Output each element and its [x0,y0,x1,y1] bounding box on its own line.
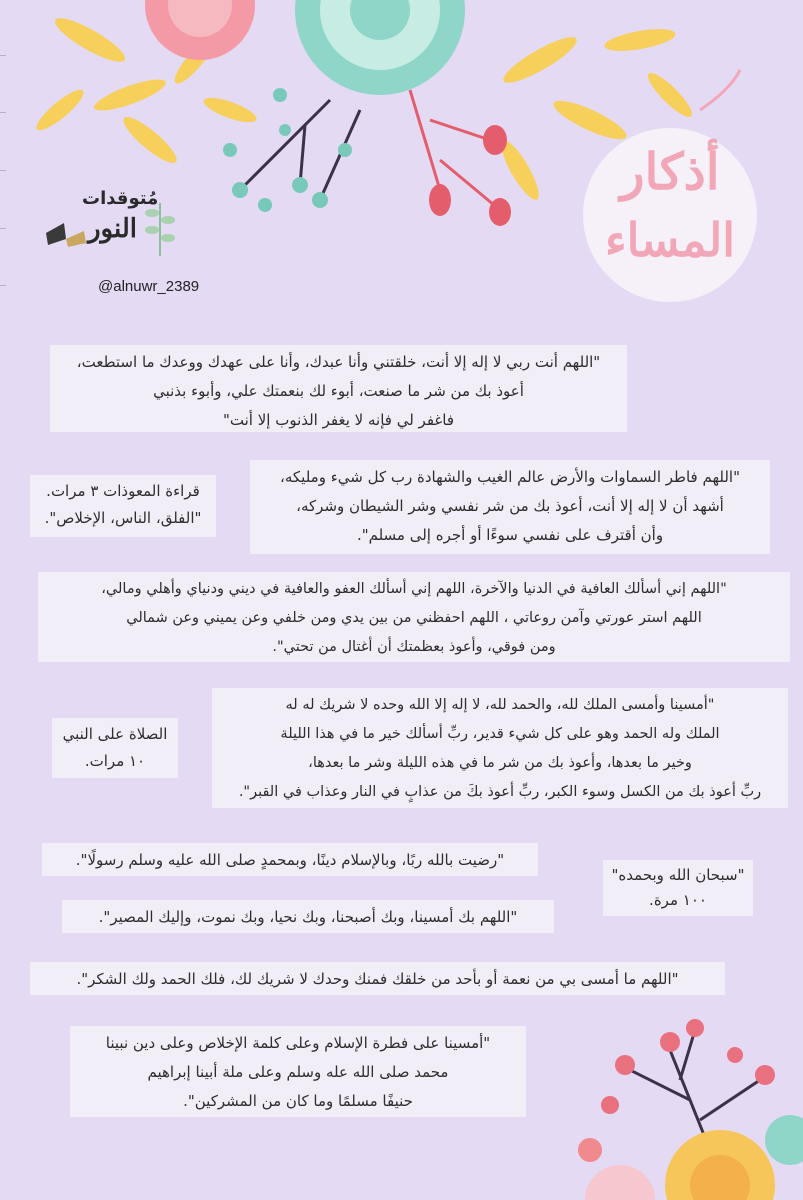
dhikr-line: "سبحان الله وبحمده" [611,866,745,884]
book-icon [44,215,88,249]
dhikr-line: الملك وله الحمد وهو على كل شيء قدير، ربِّ أسألك خير ما في هذا الليلة [280,726,720,742]
bottom-floral-illustration [520,1010,803,1200]
dhikr-block [30,475,216,537]
dhikr-block [42,843,538,876]
dhikr-block [70,1026,526,1117]
dhikr-line: محمد صلى الله عله وسلم وعلى ملة أبينا إبراهيم [147,1063,449,1081]
dhikr-block [212,688,788,808]
dhikr-line: "اللهم بك أمسينا، وبك أصبحنا، وبك نحيا، وبك نموت، وإليك المصير". [98,908,518,926]
dhikr-line: الصلاة على النبي [62,725,168,743]
dhikr-line: "رضيت بالله ربًا، وبالإسلام دينًا، وبمحمدٍ صلى الله عليه وسلم رسولًا". [75,851,505,869]
dhikr-block [38,572,790,662]
dhikr-line: أشهد أن لا إله إلا أنت، أعوذ بك من شر نفسي وشر الشيطان وشركه، [296,497,724,515]
brand-name-line1: مُتوقدات [82,188,159,209]
dhikr-line: قراءة المعوذات ٣ مرات. [46,482,200,500]
title-line2: المساء [604,213,736,267]
dhikr-line: ومن فوقي، وأعوذ بعظمتك أن أغتال من تحتي". [272,639,556,655]
dhikr-block [62,900,554,933]
brand-name-line2: النور [88,214,137,244]
dhikr-block [50,345,627,432]
dhikr-line: ١٠ مرات. [84,752,146,770]
social-handle: @alnuwr_2389 [98,278,200,295]
title-line1: أذكار [620,142,720,201]
dhikr-line: ١٠٠ مرة. [649,891,707,909]
dhikr-line: "اللهم إني أسألك العافية في الدنيا والآخرة، اللهم إني أسألك العفو والعافية في ديني ودنياي وأهلي ومالي، [101,581,727,597]
dhikr-line: "أمسينا على فطرة الإسلام وعلى كلمة الإخلاص وعلى دين نبينا [105,1034,491,1052]
dhikr-line: "الفلق، الناس، الإخلاص". [44,509,202,527]
dhikr-line: وخير ما بعدها، وأعوذ بك من شر ما في هذه الليلة وشر ما بعدها، [308,755,692,771]
dhikr-line: ربِّ أعوذ بك من الكسل وسوء الكبر، ربِّ أعوذ بكَ من عذابٍ في النار وعذاب في القبر". [238,784,762,800]
dhikr-block [250,460,770,554]
dhikr-line: اللهم استر عورتي وآمن روعاتي ، اللهم احفظني من بين يدي ومن خلفي وعن يميني وعن شمالي [126,610,702,626]
dhikr-block [52,718,178,778]
dhikr-line: "اللهم أنت ربي لا إله إلا أنت، خلقتني وأنا عبدك، وأنا على عهدك ووعدك ما استطعت، [76,353,601,371]
dhikr-line: فاغفر لي فإنه لا يغفر الذنوب إلا أنت" [222,411,455,429]
dhikr-line: "أمسينا وأمسى الملك لله، والحمد لله، لا إله إلا الله وحده لا شريك له له [285,697,715,713]
dhikr-block [603,860,753,916]
dhikr-block [30,962,725,995]
dhikr-line: حنيفًا مسلمًا وما كان من المشركين". [183,1092,413,1110]
dhikr-line: "اللهم ما أمسى بي من نعمة أو بأحد من خلقك فمنك وحدك لا شريك لك، فلك الحمد ولك الشكر". [76,970,679,988]
dhikr-line: أعوذ بك من شر ما صنعت، أبوء لك بنعمتك علي، وأبوء بذنبي [153,382,524,400]
dhikr-line: "اللهم فاطر السماوات والأرض عالم الغيب والشهادة رب كل شيء ومليكه، [280,468,740,486]
dhikr-line: وأن أقترف على نفسي سوءًا أو أجره إلى مسلم". [356,526,664,544]
